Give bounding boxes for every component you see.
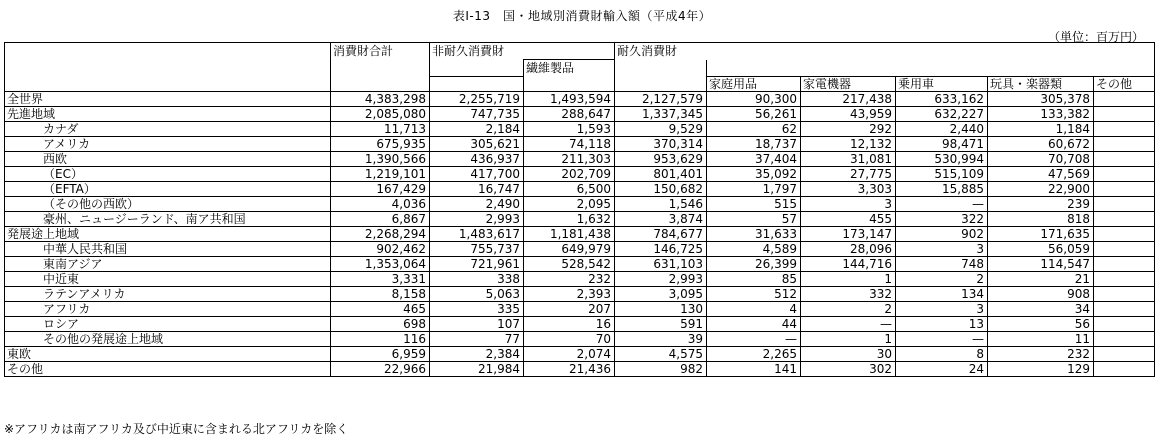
header-nondurable-spacer [430,60,524,77]
header-toys: 玩具・楽器類 [988,76,1094,91]
cell-value: 211,303 [524,151,615,166]
cell-other [1094,331,1155,346]
cell-value: — [801,316,896,331]
cell-value: — [896,331,988,346]
cell-value: 2,993 [615,271,707,286]
row-label: （その他の西欧） [5,196,331,211]
cell-value: 30 [801,346,896,361]
cell-value: 90,300 [707,91,801,106]
header-textile: 繊維製品 [524,60,615,92]
cell-value: 2,127,579 [615,91,707,106]
cell-value: 1,353,064 [331,256,430,271]
table-row [5,181,1155,196]
row-label: その他の発展途上地域 [5,331,331,346]
row-label: 発展途上地域 [5,226,331,241]
cell-value: 1,184 [988,121,1094,136]
table-row [5,226,1155,241]
cell-value: 631,103 [615,256,707,271]
cell-other [1094,196,1155,211]
cell-value: 747,735 [430,106,524,121]
cell-value: 801,401 [615,166,707,181]
cell-value: 370,314 [615,136,707,151]
cell-value: 4,383,298 [331,91,430,106]
cell-value: 37,404 [707,151,801,166]
cell-value: 4,036 [331,196,430,211]
cell-value: 22,966 [331,361,430,376]
cell-value: 455 [801,211,896,226]
row-label: 全世界 [5,91,331,106]
cell-value: 1,632 [524,211,615,226]
cell-value: 2,085,080 [331,106,430,121]
cell-other [1094,361,1155,376]
cell-value: 417,700 [430,166,524,181]
cell-value: 150,682 [615,181,707,196]
cell-value: 1,181,438 [524,226,615,241]
cell-value: 31,081 [801,151,896,166]
cell-value: 232 [988,346,1094,361]
cell-value: 902 [896,226,988,241]
row-label: 中華人民共和国 [5,241,331,256]
cell-value: 2,255,719 [430,91,524,106]
table-row [5,331,1155,346]
cell-value: 1 [801,331,896,346]
header-durable-spacer [615,60,707,77]
header-household: 家庭用品 [707,76,801,91]
table-row [5,106,1155,121]
table-row [5,271,1155,286]
cell-value: 16,747 [430,181,524,196]
cell-value: 47,569 [988,166,1094,181]
cell-other [1094,256,1155,271]
cell-value: 2,490 [430,196,524,211]
cell-other [1094,271,1155,286]
cell-value: 305,378 [988,91,1094,106]
header-nondurable: 非耐久消費財 [430,43,615,60]
cell-value: 22,900 [988,181,1094,196]
header-other: その他 [1094,76,1155,91]
cell-value: 8,158 [331,286,430,301]
table-row [5,136,1155,151]
cell-value: 11,713 [331,121,430,136]
cell-value: 26,399 [707,256,801,271]
cell-value: 44 [707,316,801,331]
header-total: 消費財合計 [331,43,430,92]
row-label: 東欧 [5,346,331,361]
unit-label: （単位：百万円） [1047,30,1144,44]
table-row [5,121,1155,136]
cell-value: 21 [988,271,1094,286]
cell-value: 173,147 [801,226,896,241]
cell-value: 784,677 [615,226,707,241]
table-row [5,256,1155,271]
cell-other [1094,121,1155,136]
cell-value: 116 [331,331,430,346]
table-row [5,241,1155,256]
row-label: 先進地域 [5,106,331,121]
cell-value: 2,993 [430,211,524,226]
cell-value: 908 [988,286,1094,301]
table-row [5,286,1155,301]
cell-value: 2 [801,301,896,316]
cell-value: 3,303 [801,181,896,196]
cell-value: — [896,196,988,211]
cell-value: 144,716 [801,256,896,271]
row-label: ラテンアメリカ [5,286,331,301]
cell-value: 232 [524,271,615,286]
cell-value: 1,219,101 [331,166,430,181]
cell-value: 436,937 [430,151,524,166]
row-label: アフリカ [5,301,331,316]
cell-other [1094,226,1155,241]
cell-value: 6,867 [331,211,430,226]
cell-value: 6,959 [331,346,430,361]
cell-value: 1,593 [524,121,615,136]
table-title: 表Ⅰ-13 国・地域別消費財輸入額（平成4年） [452,9,712,23]
table-row [5,91,1155,106]
cell-value: 1,493,594 [524,91,615,106]
header-durable-spacer-3 [615,76,707,91]
cell-value: 27,775 [801,166,896,181]
cell-value: 515 [707,196,801,211]
cell-value: 74,118 [524,136,615,151]
cell-value: 465 [331,301,430,316]
cell-value: 4 [707,301,801,316]
table-row [5,346,1155,361]
cell-value: 2,184 [430,121,524,136]
cell-value: 982 [615,361,707,376]
cell-value: 1,483,617 [430,226,524,241]
cell-value: 134 [896,286,988,301]
table-row [5,316,1155,331]
cell-value: 1 [801,271,896,286]
cell-value: 56,261 [707,106,801,121]
cell-value: 11 [988,331,1094,346]
cell-value: 60,672 [988,136,1094,151]
cell-other [1094,166,1155,181]
cell-value: 202,709 [524,166,615,181]
cell-value: 9,529 [615,121,707,136]
cell-value: 70 [524,331,615,346]
cell-value: 1,797 [707,181,801,196]
cell-value: 217,438 [801,91,896,106]
table-row [5,211,1155,226]
cell-other [1094,241,1155,256]
cell-value: 305,621 [430,136,524,151]
cell-value: 335 [430,301,524,316]
cell-other [1094,181,1155,196]
table-row [5,151,1155,166]
cell-value: 2,384 [430,346,524,361]
cell-value: 171,635 [988,226,1094,241]
row-label: （EFTA） [5,181,331,196]
cell-value: 31,633 [707,226,801,241]
cell-value: 8 [896,346,988,361]
header-corner [5,43,331,92]
cell-value: 57 [707,211,801,226]
cell-value: 130 [615,301,707,316]
cell-value: 292 [801,121,896,136]
cell-value: 129 [988,361,1094,376]
row-label: 豪州、ニュージーランド、南ア共和国 [5,211,331,226]
cell-value: 35,092 [707,166,801,181]
cell-value: 114,547 [988,256,1094,271]
cell-value: 2,268,294 [331,226,430,241]
import-table [4,42,1155,377]
cell-value: 56,059 [988,241,1094,256]
cell-value: 530,994 [896,151,988,166]
header-durable: 耐久消費財 [615,43,1155,60]
cell-value: 675,935 [331,136,430,151]
cell-value: 239 [988,196,1094,211]
cell-value: 133,382 [988,106,1094,121]
cell-value: 3 [896,241,988,256]
row-label: 中近東 [5,271,331,286]
cell-value: 902,462 [331,241,430,256]
row-label: 東南アジア [5,256,331,271]
cell-value: 2,265 [707,346,801,361]
cell-value: 2,095 [524,196,615,211]
cell-value: 39 [615,331,707,346]
cell-value: 16 [524,316,615,331]
cell-value: 70,708 [988,151,1094,166]
cell-value: 167,429 [331,181,430,196]
cell-value: 515,109 [896,166,988,181]
cell-value: 755,737 [430,241,524,256]
header-cars: 乗用車 [896,76,988,91]
row-label: カナダ [5,121,331,136]
header-nondurable-spacer-2 [430,76,524,91]
cell-value: 748 [896,256,988,271]
header-durable-spacer-2 [707,60,1155,77]
cell-value: 649,979 [524,241,615,256]
cell-value: 332 [801,286,896,301]
cell-value: 146,725 [615,241,707,256]
row-label: アメリカ [5,136,331,151]
cell-value: 56 [988,316,1094,331]
cell-value: — [707,331,801,346]
cell-value: 28,096 [801,241,896,256]
cell-value: 3 [896,301,988,316]
cell-value: 12,132 [801,136,896,151]
cell-value: 2,074 [524,346,615,361]
cell-value: 6,500 [524,181,615,196]
cell-value: 528,542 [524,256,615,271]
cell-value: 3 [801,196,896,211]
cell-value: 141 [707,361,801,376]
row-label: 西欧 [5,151,331,166]
cell-other [1094,346,1155,361]
cell-value: 953,629 [615,151,707,166]
cell-value: 18,737 [707,136,801,151]
header-appliances: 家電機器 [801,76,896,91]
row-label: （EC） [5,166,331,181]
cell-value: 34 [988,301,1094,316]
cell-value: 322 [896,211,988,226]
cell-other [1094,136,1155,151]
cell-other [1094,151,1155,166]
cell-value: 698 [331,316,430,331]
cell-value: 4,575 [615,346,707,361]
cell-value: 85 [707,271,801,286]
cell-value: 288,647 [524,106,615,121]
cell-value: 1,390,566 [331,151,430,166]
cell-value: 818 [988,211,1094,226]
table-row [5,301,1155,316]
cell-value: 24 [896,361,988,376]
row-label: その他 [5,361,331,376]
cell-value: 512 [707,286,801,301]
cell-value: 1,337,345 [615,106,707,121]
cell-value: 43,959 [801,106,896,121]
cell-value: 2,393 [524,286,615,301]
table-row [5,361,1155,376]
cell-value: 21,436 [524,361,615,376]
cell-value: 721,961 [430,256,524,271]
cell-value: 1,546 [615,196,707,211]
cell-value: 207 [524,301,615,316]
cell-value: 2 [896,271,988,286]
cell-value: 98,471 [896,136,988,151]
cell-value: 5,063 [430,286,524,301]
cell-other [1094,106,1155,121]
cell-value: 4,589 [707,241,801,256]
cell-value: 2,440 [896,121,988,136]
cell-value: 338 [430,271,524,286]
cell-value: 591 [615,316,707,331]
cell-value: 21,984 [430,361,524,376]
cell-other [1094,91,1155,106]
cell-value: 13 [896,316,988,331]
cell-value: 3,095 [615,286,707,301]
cell-value: 302 [801,361,896,376]
cell-other [1094,316,1155,331]
cell-other [1094,301,1155,316]
cell-other [1094,211,1155,226]
cell-value: 3,331 [331,271,430,286]
cell-value: 62 [707,121,801,136]
cell-value: 77 [430,331,524,346]
cell-value: 632,227 [896,106,988,121]
cell-value: 633,162 [896,91,988,106]
cell-other [1094,286,1155,301]
row-label: ロシア [5,316,331,331]
footnote: ※アフリカは南アフリカ及び中近東に含まれる北アフリカを除く [4,422,349,436]
cell-value: 107 [430,316,524,331]
cell-value: 15,885 [896,181,988,196]
table-row [5,166,1155,181]
table-row [5,196,1155,211]
cell-value: 3,874 [615,211,707,226]
